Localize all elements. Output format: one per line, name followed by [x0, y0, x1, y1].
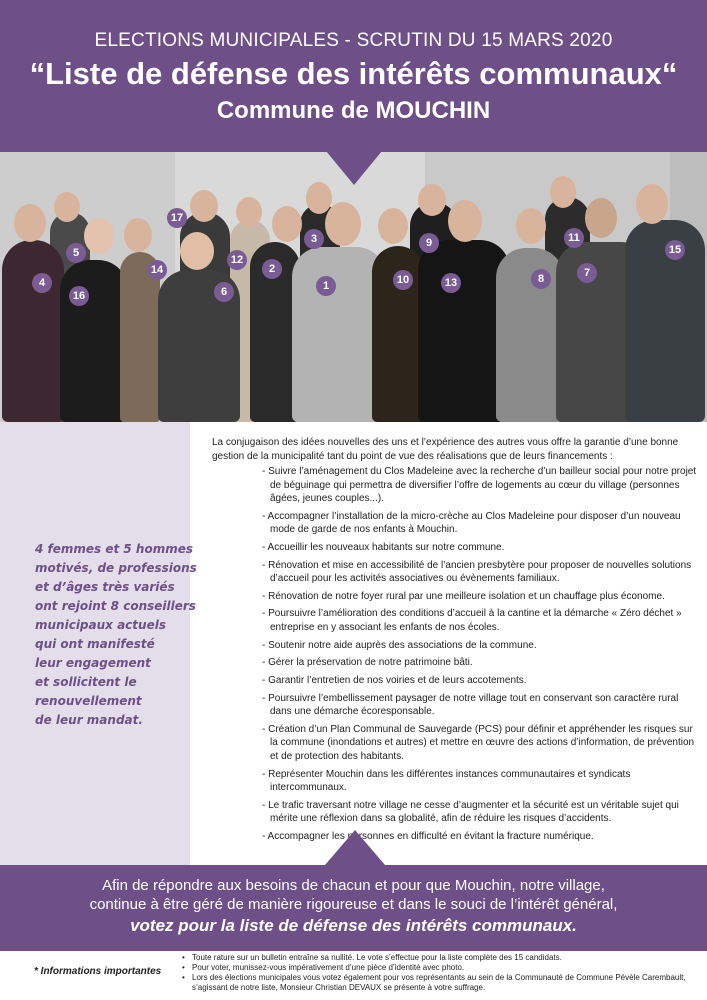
candidate-badge-3: 3: [304, 229, 324, 249]
sidebar-quote: [35, 540, 197, 730]
candidate-badge-6: 6: [214, 282, 234, 302]
program-item: - Suivre l’aménagement du Clos Madeleine avec la recherche d’un bailleur social pour notre projet de béguinage qui permettra de diversifier l’offre de logements au cœur du village (personnes âgées, jeunes couples...).: [262, 466, 697, 504]
quote-line: et sollicitent le: [35, 675, 137, 689]
vote-call: votez pour la liste de défense des intérêts communaux.: [130, 916, 577, 935]
candidate-badge-2: 2: [262, 259, 282, 279]
program-item: - Accompagner l’installation de la micro-crèche au Clos Madeleine pour disposer d’un nouveau mode de garde de nos enfants à Mouchin.: [262, 510, 681, 536]
candidate-badge-15: 15: [665, 240, 685, 260]
footer-line-1: Afin de répondre aux besoins de chacun et pour que Mouchin, notre village,: [102, 877, 605, 894]
program-item: - Garantir l’entretien de nos voiries et de leurs accotements.: [262, 675, 527, 686]
quote-line: et d’âges très variés: [35, 580, 175, 594]
quote-line: leur engagement: [35, 656, 151, 670]
candidate-badge-1: 1: [316, 276, 336, 296]
header-banner: [0, 0, 707, 152]
candidate-badge-7: 7: [577, 263, 597, 283]
footer-line-2: continue à être géré de manière rigoureuse et dans le souci de l’intérêt général,: [89, 896, 618, 913]
program-item: - Accompagner les personnes en difficulté en évitant la fracture numérique.: [262, 830, 594, 842]
list-title: “Liste de défense des intérêts communaux“: [29, 56, 678, 91]
quote-line: renouvellement: [35, 694, 142, 708]
footer-notch: [325, 830, 385, 865]
quote-line: qui ont manifesté: [35, 637, 155, 651]
quote-line: ont rejoint 8 conseillers: [35, 599, 196, 613]
note-item: • Pour voter, munissez-vous impérativement d’une pièce d’identité avec photo.: [180, 963, 700, 973]
note-item: • Lors des élections municipales vous votez également pour vos représentants au sein de la Communauté de Commune Pévèle Carembault, s’agissant de notre liste, Monsieur Christian DEVAUX se présente à votre suffrage.: [180, 973, 700, 993]
important-notes: [180, 953, 700, 993]
note-item: • Toute rature sur un bulletin entraîne sa nullité. Le vote s’effectue pour la liste complète des 15 candidats.: [180, 953, 700, 963]
candidate-badge-11: 11: [564, 228, 584, 248]
program-item: - Poursuivre l’amélioration des conditions d’accueil à la cantine et la démarche « Zéro déchet » entreprise en y associant les enfants de nos écoles.: [262, 608, 682, 633]
group-photo: [0, 152, 707, 422]
program-item: - Gérer la préservation de notre patrimoine bâti.: [262, 657, 473, 669]
election-subtitle: ELECTIONS MUNICIPALES - SCRUTIN DU 15 MARS 2020: [94, 30, 613, 51]
program-item: - Accueillir les nouveaux habitants sur notre commune.: [262, 541, 505, 553]
program-item: - Poursuivre l’embellissement paysager de notre village tout en conservant son caractère rural dans une démarche écoresponsable.: [262, 692, 679, 718]
quote-line: motivés, de professions: [35, 561, 197, 575]
quote-line: 4 femmes et 5 hommes: [35, 542, 194, 556]
program-item: - Rénovation et mise en accessibilité de l’ancien presbytère pour proposer de nouvelles solutions d’accueil pour les activités associatives ou évènements familiaux.: [262, 559, 692, 585]
program-item: - Le trafic traversant notre village ne cesse d’augmenter et la sécurité est un véritable sujet qui mérite une réflexion dans sa globalité, afin de réduire les risques d’accidents.: [262, 799, 679, 825]
candidate-badge-5: 5: [66, 243, 86, 263]
infos-label: * Informations importantes: [34, 966, 162, 977]
candidate-badge-14: 14: [147, 260, 167, 280]
candidate-badge-17: 17: [167, 208, 187, 228]
program-item: - Représenter Mouchin dans les différentes instances communautaires et syndicats intercommunaux.: [262, 768, 631, 794]
program-item: - Création d’un Plan Communal de Sauvegarde (PCS) pour définir et appréhender les risques sur la commune (inondations et autres) et mettre en œuvre des actions d’information, de prévention et de protection des habitants.: [262, 723, 695, 762]
quote-line: de leur mandat.: [35, 713, 143, 727]
candidate-badge-12: 12: [227, 250, 247, 270]
candidate-badge-4: 4: [32, 273, 52, 293]
candidate-badge-16: 16: [69, 286, 89, 306]
program-list: [262, 465, 702, 848]
candidate-badge-13: 13: [441, 273, 461, 293]
intro-paragraph: La conjugaison des idées nouvelles des uns et l’expérience des autres vous offre la garantie d’une bonne gestion de la municipalité tant du point de vue des réalisations que de leurs financements :: [212, 437, 679, 462]
footer-banner: [0, 865, 707, 951]
header-notch: [326, 151, 382, 185]
program-item: - Rénovation de notre foyer rural par une meilleure isolation et un chauffage plus économe.: [262, 590, 665, 602]
candidate-badge-10: 10: [393, 270, 413, 290]
commune-name: Commune de MOUCHIN: [216, 97, 491, 124]
candidate-badge-8: 8: [531, 269, 551, 289]
program-item: - Soutenir notre aide auprès des associations de la commune.: [262, 639, 537, 651]
candidate-badge-9: 9: [419, 233, 439, 253]
quote-line: municipaux actuels: [35, 618, 166, 632]
